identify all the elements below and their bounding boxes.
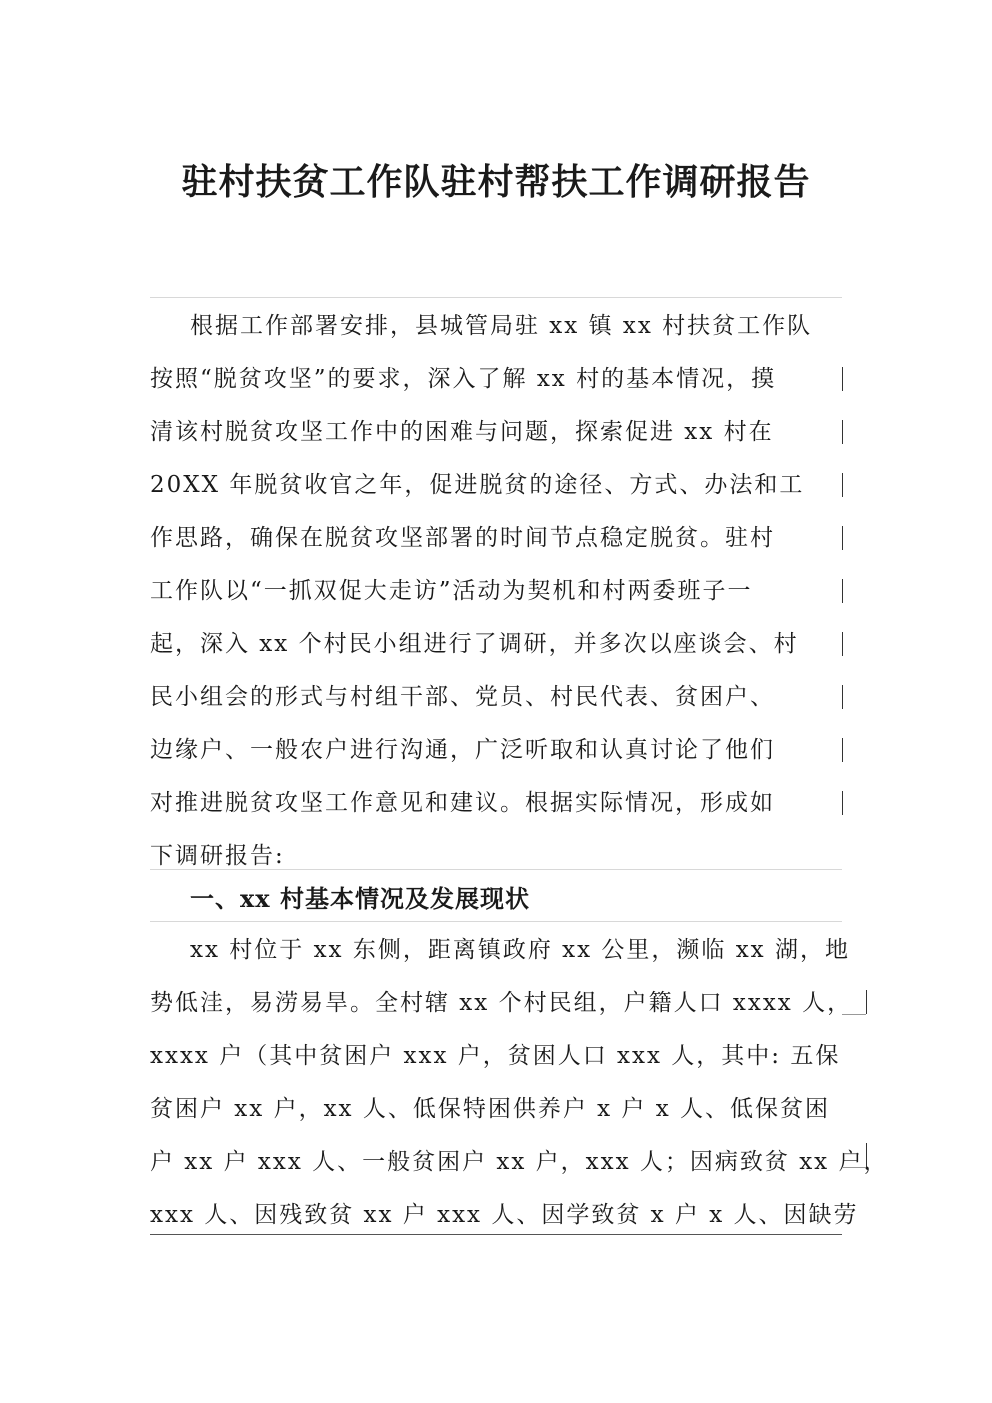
margin-bar [842,420,843,444]
intro-line: 作思路，确保在脱贫攻坚部署的时间节点稳定脱贫。驻村 [150,525,775,551]
intro-line: 按照“脱贫攻坚”的要求，深入了解 xx 村的基本情况，摸 [150,366,777,392]
intro-line: 清该村脱贫攻坚工作中的困难与问题，探索促进 xx 村在 [150,419,774,445]
document-title: 驻村扶贫工作队驻村帮扶工作调研报告 [181,161,811,203]
intro-line: 下调研报告: [150,843,285,869]
intro-line: 根据工作部署安排，县城管局驻 xx 镇 xx 村扶贫工作队 [190,313,813,339]
section-line: 户 xx 户 xxx 人、一般贫困户 xx 户，xxx 人；因病致贫 xx 户， [150,1149,889,1175]
divider-top [150,297,842,298]
section-heading: 一、xx 村基本情况及发展现状 [190,884,530,913]
margin-bar [842,632,843,656]
margin-tick [842,1167,866,1168]
margin-tick [842,1014,866,1015]
intro-line: 20XX 年脱贫收官之年，促进脱贫的途径、方式、办法和工 [150,472,805,498]
section-line: 势低洼，易涝易旱。全村辖 xx 个村民组，户籍人口 xxxx 人， [150,990,853,1016]
section-line: 贫困户 xx 户，xx 人、低保特困供养户 x 户 x 人、低保贫困 [150,1096,831,1122]
intro-line: 工作队以“一抓双促大走访”活动为契机和村两委班子一 [150,578,753,604]
divider-heading-bottom [150,921,842,922]
margin-bar [842,685,843,709]
margin-bar [842,367,843,391]
divider-bottom [150,1234,842,1235]
intro-line: 边缘户、一般农户进行沟通，广泛听取和认真讨论了他们 [150,737,775,763]
intro-line: 对推进脱贫攻坚工作意见和建议。根据实际情况，形成如 [150,790,775,816]
margin-bar [842,579,843,603]
section-line: xxx 人、因残致贫 xx 户 xxx 人、因学致贫 x 户 x 人、因缺劳 [150,1202,859,1228]
margin-bar [842,791,843,815]
margin-bar [866,1143,867,1167]
margin-bar [842,473,843,497]
divider-heading-top [150,869,842,870]
margin-bar [866,990,867,1014]
section-line: xxxx 户（其中贫困户 xxx 户，贫困人口 xxx 人，其中: 五保 [150,1043,841,1069]
intro-line: 起，深入 xx 个村民小组进行了调研，并多次以座谈会、村 [150,631,799,657]
margin-bar [842,526,843,550]
section-line: xx 村位于 xx 东侧，距离镇政府 xx 公里，濒临 xx 湖，地 [190,937,850,963]
intro-line: 民小组会的形式与村组干部、党员、村民代表、贫困户、 [150,684,775,710]
margin-bar [842,738,843,762]
